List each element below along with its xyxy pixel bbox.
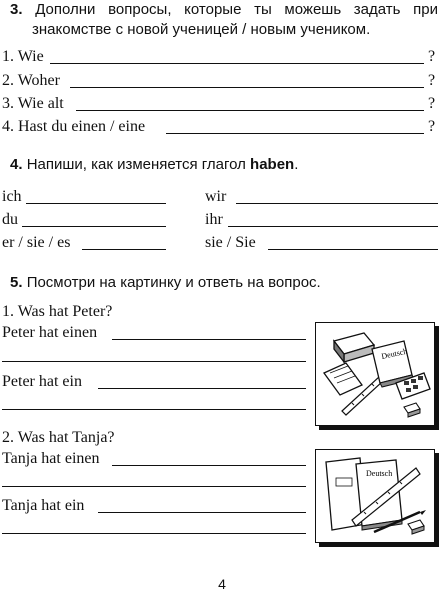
peter-answer-2-line[interactable] [98, 388, 306, 389]
eraser-icon [404, 403, 420, 417]
task5-number: 5. [10, 274, 23, 291]
conjugation-line-ihr[interactable] [228, 226, 438, 227]
question-2-prefix: 2. Woher [2, 72, 60, 89]
conjugation-line-er-sie-es[interactable] [82, 249, 166, 250]
tanja-book-label: Deutsch [366, 469, 393, 478]
task4-verb: haben [250, 156, 295, 173]
task4-instruction [10, 155, 298, 175]
question-4-qmark: ? [428, 118, 436, 135]
tanja-school-items-illustration [316, 450, 434, 542]
question-2-qmark: ? [428, 72, 436, 89]
task3-instruction-line2: знакомстве с новой ученицей / новым учеником. [32, 21, 371, 38]
peter-answer-1-line[interactable] [112, 339, 306, 340]
question-1-answer-line[interactable] [50, 63, 424, 64]
pronoun-ihr: ihr [205, 211, 223, 228]
question-2-answer-line[interactable] [70, 87, 424, 88]
peter-school-items-illustration [316, 323, 434, 425]
peter-answer-1-prefix: Peter hat einen [2, 324, 98, 341]
notebook-icon [324, 363, 362, 395]
task3-instruction-line1: Дополни вопросы, которые ты можешь задать при [35, 1, 438, 18]
tanja-picture [315, 449, 435, 543]
conjugation-line-du[interactable] [22, 226, 166, 227]
question-1-prefix: 1. Wie [2, 48, 44, 65]
tanja-answer-2-line[interactable] [98, 512, 306, 513]
conjugation-line-wir[interactable] [236, 203, 438, 204]
tanja-question: 2. Was hat Tanja? [2, 429, 115, 446]
question-4-prefix: 4. Hast du einen / eine [2, 118, 146, 135]
peter-answer-2-extra-line[interactable] [2, 409, 306, 410]
page-number: 4 [218, 576, 226, 592]
tanja-answer-1-line[interactable] [112, 465, 306, 466]
pronoun-ich: ich [2, 188, 22, 205]
question-1-qmark: ? [428, 48, 436, 65]
conjugation-line-sie-Sie[interactable] [268, 249, 438, 250]
task4-number: 4. [10, 156, 23, 173]
peter-answer-1-extra-line[interactable] [2, 361, 306, 362]
question-3-answer-line[interactable] [76, 110, 424, 111]
peter-book-label: Deutsch [380, 346, 409, 361]
task5-instruction [10, 273, 321, 293]
tanja-answer-1-extra-line[interactable] [2, 486, 306, 487]
question-4-answer-line[interactable] [166, 133, 424, 134]
conjugation-line-ich[interactable] [26, 203, 166, 204]
peter-question: 1. Was hat Peter? [2, 303, 113, 320]
question-3-prefix: 3. Wie alt [2, 95, 64, 112]
peter-picture [315, 322, 435, 426]
task4-instruction-text: Напиши, как изменяется глагол [26, 156, 246, 173]
pronoun-wir: wir [205, 188, 227, 205]
pronoun-er-sie-es: er / sie / es [2, 234, 71, 251]
pronoun-du: du [2, 211, 18, 228]
task3-instruction [10, 0, 438, 40]
tanja-answer-1-prefix: Tanja hat einen [2, 450, 100, 467]
task4-instruction-end: . [294, 156, 299, 173]
question-3-qmark: ? [428, 95, 436, 112]
task3-number: 3. [10, 1, 23, 18]
peter-answer-2-prefix: Peter hat ein [2, 373, 82, 390]
eraser-icon [408, 520, 424, 534]
tanja-answer-2-extra-line[interactable] [2, 533, 306, 534]
tanja-answer-2-prefix: Tanja hat ein [2, 497, 85, 514]
task5-instruction-text: Посмотри на картинку и ответь на вопрос. [26, 274, 321, 291]
pencil-case-icon [334, 333, 374, 362]
pronoun-sie-Sie: sie / Sie [205, 234, 256, 251]
